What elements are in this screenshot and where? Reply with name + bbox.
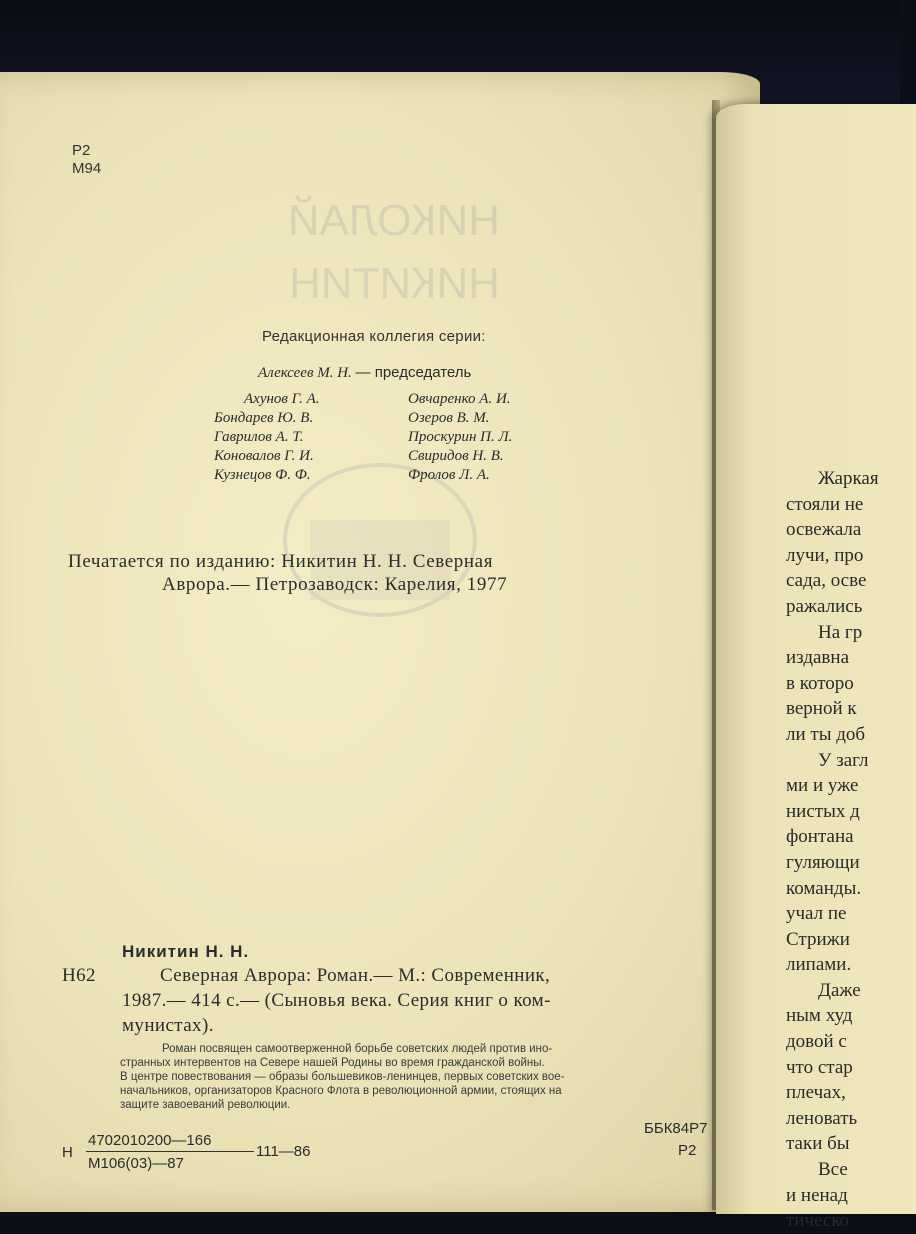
board-member: Бондарев Ю. В. [214, 410, 314, 426]
board-member: Свиридов Н. В. [408, 448, 504, 464]
right-line: сада, осве [786, 570, 867, 592]
isbn-suffix: 111—86 [256, 1143, 311, 1160]
board-member: Кузнецов Ф. Ф. [214, 467, 311, 483]
board-members-left [214, 390, 320, 485]
right-line: нистых д [786, 800, 860, 822]
annotation-line: В центре повествования — образы большевиков-ленинцев, первых советских вое- [120, 1071, 565, 1083]
ghost-title-line-1: НИКОЛАЙ [287, 196, 500, 245]
board-member: Проскурин П. Л. [408, 429, 513, 445]
board-member: Гаврилов А. Т. [214, 429, 304, 445]
board-member: Овчаренко А. И. [408, 391, 511, 407]
bib-line-1: Северная Аврора: Роман.— М.: Современник, [160, 965, 551, 986]
right-line: фонтана [786, 826, 854, 848]
board-heading: Редакционная коллегия серии: [262, 328, 486, 345]
right-line: На гр [818, 621, 863, 643]
right-line: Жаркая [818, 468, 879, 489]
board-member: Коновалов Г. И. [214, 448, 314, 464]
right-line: Стрижи [786, 928, 850, 950]
right-line: плечах, [786, 1082, 846, 1104]
board-member: Озеров В. М. [408, 410, 490, 426]
chairman-name: Алексеев М. Н. [258, 365, 352, 381]
bib-line-2: 1987.— 414 с.— (Сыновья века. Серия книг о ком- [122, 990, 551, 1011]
bib-line-3: мунистах). [122, 1015, 214, 1036]
annotation-line: защите завоеваний революции. [120, 1099, 291, 1111]
isbn-fraction-line [86, 1151, 254, 1152]
board-chairman [258, 364, 471, 382]
right-line: ли ты доб [786, 723, 866, 745]
annotation-line: Роман посвящен самоотверженной борьбе советских людей против ино- [162, 1043, 553, 1055]
board-member: Ахунов Г. А. [244, 391, 320, 407]
right-line: освежала [786, 519, 862, 541]
right-line: леновать [786, 1107, 858, 1129]
right-line: Все [818, 1159, 848, 1181]
right-line: ражались [786, 595, 863, 617]
bbk-code: ББК84Р7 [644, 1120, 708, 1137]
source-edition-line-2: Аврора.— Петрозаводск: Карелия, 1977 [162, 574, 508, 595]
right-line: У загл [818, 749, 869, 771]
right-line: тическо [786, 1210, 850, 1232]
right-line: Даже [818, 979, 861, 1001]
library-code-line-2: М94 [72, 160, 102, 177]
isbn-numerator: 4702010200—166 [88, 1132, 212, 1149]
isbn-denominator: М106(03)—87 [88, 1155, 184, 1172]
board-member: Фролов Л. А. [408, 467, 490, 483]
cutter-code: Н62 [62, 965, 96, 986]
right-line: таки бы [786, 1133, 850, 1155]
annotation-line: странных интервентов на Севере нашей Родины во время гражданской войны. [120, 1057, 545, 1069]
board-members-right [408, 390, 512, 485]
right-line: лучи, про [786, 544, 864, 566]
right-line: учал пе [786, 903, 847, 925]
right-line: что стар [786, 1056, 853, 1078]
right-line: довой с [786, 1031, 847, 1053]
chairman-role: — председатель [355, 364, 472, 381]
ghost-title-line-2: НИКИТИН [289, 259, 500, 308]
annotation [120, 1042, 565, 1112]
source-edition-line-1: Печатается по изданию: Никитин Н. Н. Северная [68, 551, 494, 572]
right-line: стояли не [786, 493, 864, 515]
right-line: ным худ [786, 1005, 853, 1027]
right-line: в которо [786, 672, 854, 694]
right-line: липами. [786, 954, 852, 976]
right-line: и ненад [786, 1184, 848, 1206]
bib-author: Никитин Н. Н. [122, 942, 250, 961]
bbk-sub-code: Р2 [678, 1142, 697, 1159]
isbn-letter: Н [62, 1144, 73, 1161]
right-line: верной к [786, 698, 857, 720]
right-line: ми и уже [786, 775, 859, 797]
right-line: гуляющи [786, 851, 860, 873]
library-code-line-1: Р2 [72, 142, 91, 159]
right-line: издавна [786, 647, 850, 669]
annotation-line: начальников, организаторов Красного Флота в революционной армии, стоящих на [120, 1085, 562, 1097]
right-page-text [760, 466, 900, 1232]
right-line: команды. [786, 877, 862, 899]
